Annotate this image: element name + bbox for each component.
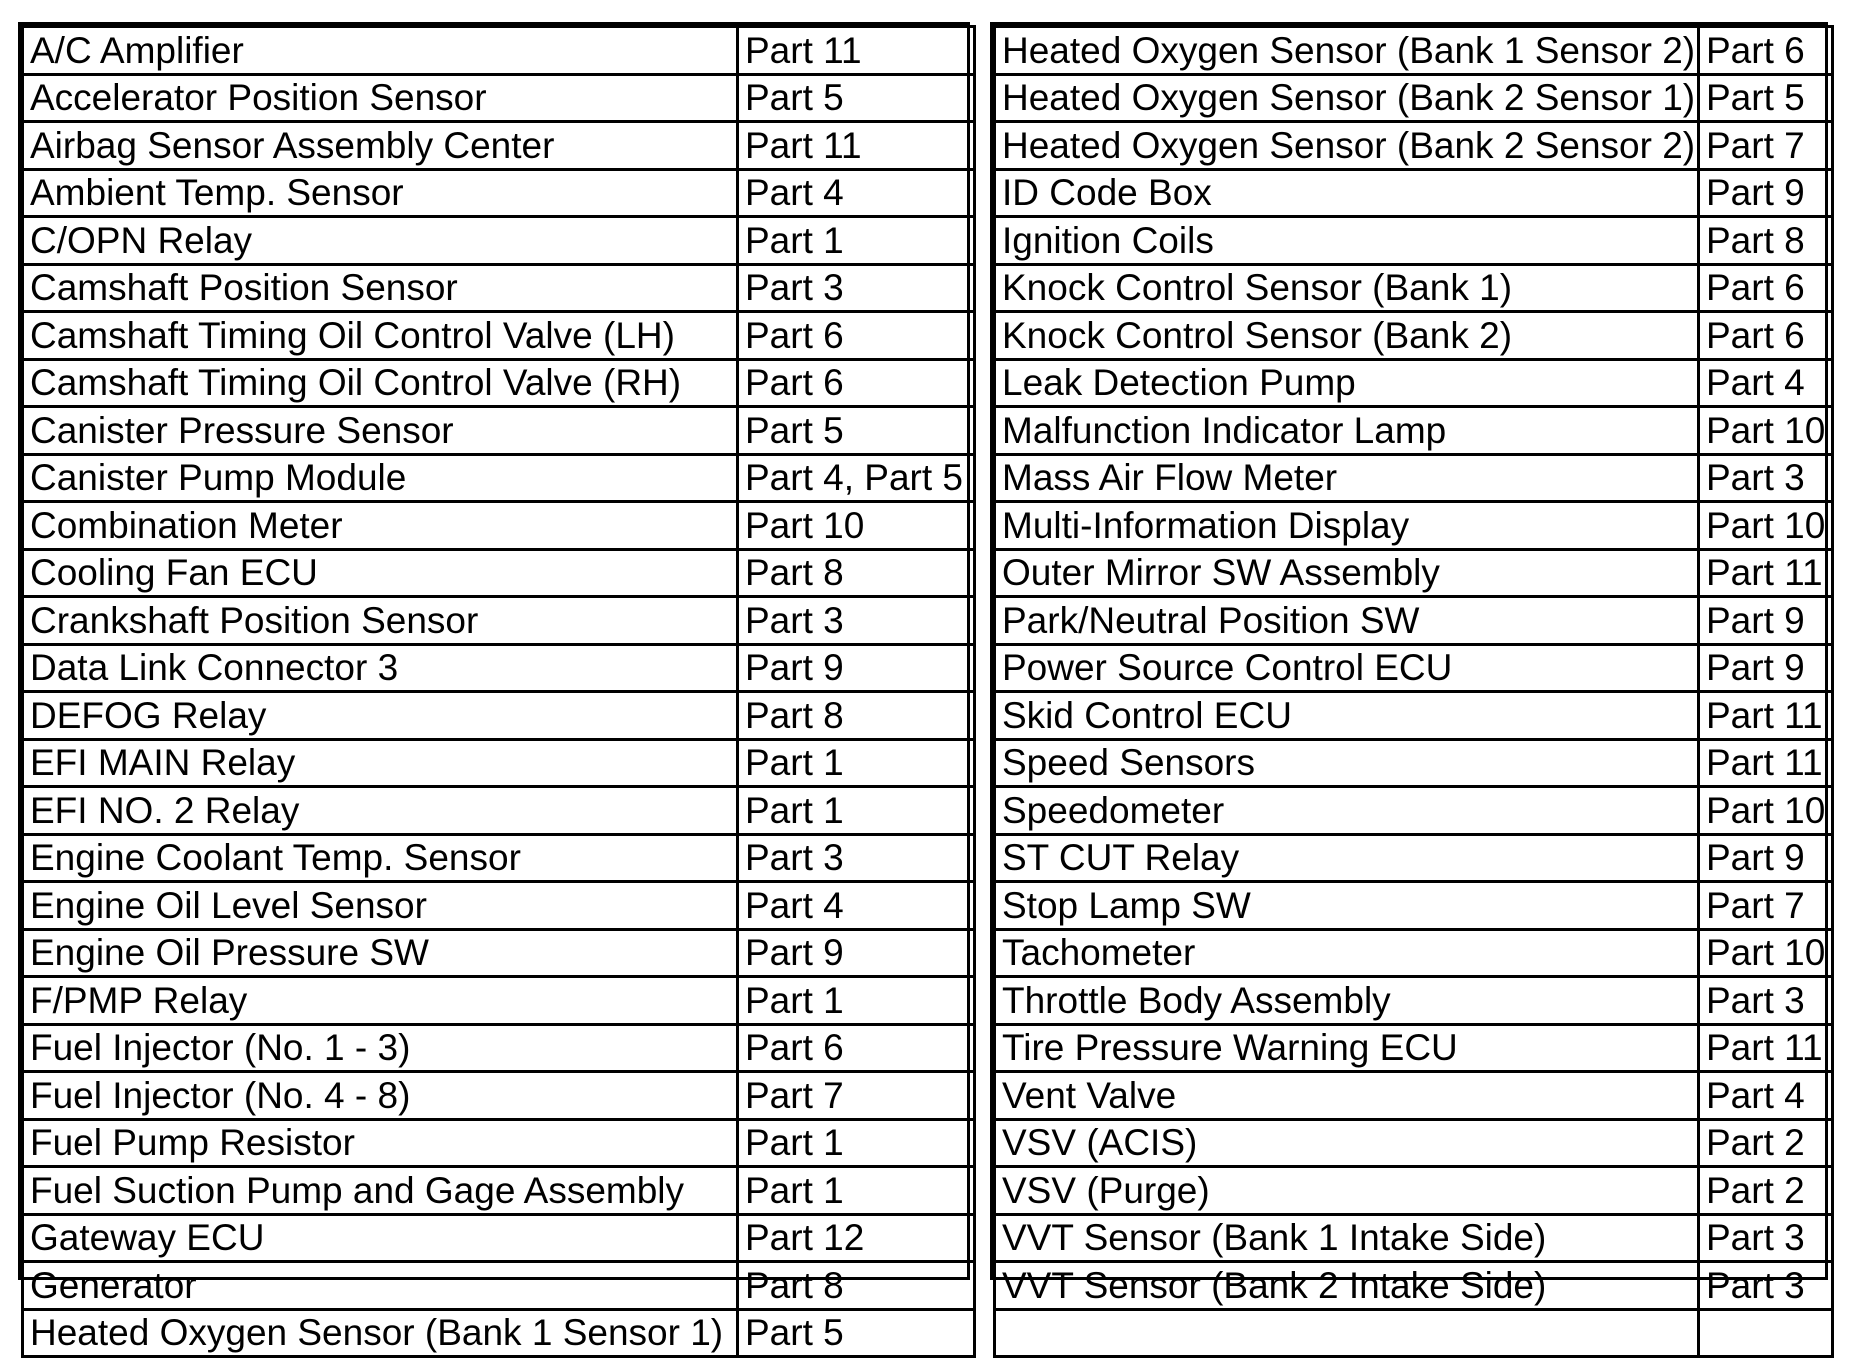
- table-row: [995, 1072, 1833, 1120]
- part-reference-cell: Part 6: [738, 1024, 975, 1072]
- component-name-cell: Heated Oxygen Sensor (Bank 1 Sensor 1): [23, 1309, 738, 1357]
- part-reference-cell: Part 5: [738, 1309, 975, 1357]
- part-reference-cell: Part 1: [738, 739, 975, 787]
- table-row: [995, 502, 1833, 550]
- part-reference-cell: Part 6: [738, 312, 975, 360]
- part-reference-cell: Part 11: [1699, 739, 1833, 787]
- table-row: [23, 1119, 975, 1167]
- part-reference-cell: Part 8: [738, 1262, 975, 1310]
- table-row: [23, 454, 975, 502]
- part-reference-cell: Part 7: [1699, 882, 1833, 930]
- table-row: [995, 1262, 1833, 1310]
- table-row: [995, 122, 1833, 170]
- table-row: [995, 929, 1833, 977]
- table-row: [23, 217, 975, 265]
- table-row: [23, 1309, 975, 1357]
- component-name-cell: Knock Control Sensor (Bank 2): [995, 312, 1699, 360]
- component-name-cell: Tire Pressure Warning ECU: [995, 1024, 1699, 1072]
- table-row: [995, 739, 1833, 787]
- table-row: [995, 1119, 1833, 1167]
- component-name-cell: C/OPN Relay: [23, 217, 738, 265]
- part-reference-cell: Part 6: [1699, 27, 1833, 75]
- component-name-cell: Fuel Pump Resistor: [23, 1119, 738, 1167]
- table-row: [995, 27, 1833, 75]
- component-name-cell: Fuel Suction Pump and Gage Assembly: [23, 1167, 738, 1215]
- component-name-cell: Data Link Connector 3: [23, 644, 738, 692]
- table-row: [995, 1214, 1833, 1262]
- component-name-cell: Engine Coolant Temp. Sensor: [23, 834, 738, 882]
- component-index-table-right: [990, 22, 1828, 1306]
- table-row: [23, 502, 975, 550]
- left-table-grid: [21, 25, 976, 1358]
- table-row: [23, 169, 975, 217]
- table-row: [995, 454, 1833, 502]
- component-name-cell: VSV (ACIS): [995, 1119, 1699, 1167]
- part-reference-cell: Part 6: [1699, 264, 1833, 312]
- part-reference-cell: Part 2: [1699, 1119, 1833, 1167]
- table-row: [995, 74, 1833, 122]
- part-reference-cell: Part 3: [1699, 1262, 1833, 1310]
- part-reference-cell: Part 12: [738, 1214, 975, 1262]
- component-name-cell: VVT Sensor (Bank 2 Intake Side): [995, 1262, 1699, 1310]
- component-name-cell: Fuel Injector (No. 4 - 8): [23, 1072, 738, 1120]
- part-reference-cell: Part 10: [1699, 929, 1833, 977]
- part-reference-cell: Part 9: [738, 644, 975, 692]
- part-reference-cell: Part 9: [1699, 597, 1833, 645]
- table-row: [995, 217, 1833, 265]
- component-name-cell: Skid Control ECU: [995, 692, 1699, 740]
- component-name-cell: EFI NO. 2 Relay: [23, 787, 738, 835]
- table-row: [23, 977, 975, 1025]
- component-name-cell: Generator: [23, 1262, 738, 1310]
- table-row: [23, 1262, 975, 1310]
- table-row: [995, 1167, 1833, 1215]
- component-name-cell: [995, 1309, 1699, 1357]
- part-reference-cell: Part 10: [1699, 407, 1833, 455]
- component-name-cell: ID Code Box: [995, 169, 1699, 217]
- component-name-cell: Canister Pump Module: [23, 454, 738, 502]
- part-reference-cell: Part 11: [1699, 692, 1833, 740]
- part-reference-cell: Part 1: [738, 1119, 975, 1167]
- component-name-cell: Airbag Sensor Assembly Center: [23, 122, 738, 170]
- table-row: [995, 644, 1833, 692]
- component-name-cell: Ignition Coils: [995, 217, 1699, 265]
- component-name-cell: Mass Air Flow Meter: [995, 454, 1699, 502]
- table-row: [995, 787, 1833, 835]
- component-name-cell: A/C Amplifier: [23, 27, 738, 75]
- table-row: [23, 882, 975, 930]
- component-name-cell: Speed Sensors: [995, 739, 1699, 787]
- part-reference-cell: Part 1: [738, 977, 975, 1025]
- part-reference-cell: Part 3: [1699, 1214, 1833, 1262]
- table-row: [23, 312, 975, 360]
- part-reference-cell: Part 7: [1699, 122, 1833, 170]
- table-row: [23, 27, 975, 75]
- part-reference-cell: Part 4, Part 5: [738, 454, 975, 502]
- table-row: [23, 929, 975, 977]
- component-name-cell: Camshaft Timing Oil Control Valve (RH): [23, 359, 738, 407]
- table-row: [995, 692, 1833, 740]
- component-name-cell: Camshaft Timing Oil Control Valve (LH): [23, 312, 738, 360]
- component-name-cell: Gateway ECU: [23, 1214, 738, 1262]
- component-name-cell: Cooling Fan ECU: [23, 549, 738, 597]
- part-reference-cell: Part 4: [738, 169, 975, 217]
- part-reference-cell: Part 4: [1699, 1072, 1833, 1120]
- component-name-cell: Speedometer: [995, 787, 1699, 835]
- table-row: [995, 549, 1833, 597]
- part-reference-cell: Part 8: [738, 692, 975, 740]
- table-row: [23, 549, 975, 597]
- table-row: [23, 122, 975, 170]
- table-row: [995, 1024, 1833, 1072]
- part-reference-cell: Part 8: [738, 549, 975, 597]
- table-row: [23, 692, 975, 740]
- part-reference-cell: Part 9: [1699, 169, 1833, 217]
- table-row: [995, 312, 1833, 360]
- right-table-body: [995, 27, 1833, 1357]
- table-row: [23, 787, 975, 835]
- table-row: [23, 74, 975, 122]
- part-reference-cell: Part 3: [738, 264, 975, 312]
- component-name-cell: Outer Mirror SW Assembly: [995, 549, 1699, 597]
- part-reference-cell: Part 2: [1699, 1167, 1833, 1215]
- component-name-cell: Crankshaft Position Sensor: [23, 597, 738, 645]
- table-row: [995, 977, 1833, 1025]
- component-name-cell: EFI MAIN Relay: [23, 739, 738, 787]
- component-name-cell: Malfunction Indicator Lamp: [995, 407, 1699, 455]
- part-reference-cell: Part 1: [738, 787, 975, 835]
- part-reference-cell: Part 9: [1699, 644, 1833, 692]
- part-reference-cell: Part 11: [1699, 549, 1833, 597]
- table-row: [23, 407, 975, 455]
- component-name-cell: Heated Oxygen Sensor (Bank 1 Sensor 2): [995, 27, 1699, 75]
- part-reference-cell: Part 11: [738, 122, 975, 170]
- part-reference-cell: Part 1: [738, 217, 975, 265]
- table-row: [995, 264, 1833, 312]
- part-reference-cell: Part 6: [1699, 312, 1833, 360]
- part-reference-cell: Part 1: [738, 1167, 975, 1215]
- component-name-cell: Engine Oil Level Sensor: [23, 882, 738, 930]
- part-reference-cell: Part 11: [1699, 1024, 1833, 1072]
- component-name-cell: Ambient Temp. Sensor: [23, 169, 738, 217]
- component-name-cell: ST CUT Relay: [995, 834, 1699, 882]
- part-reference-cell: Part 10: [738, 502, 975, 550]
- table-row: [23, 597, 975, 645]
- table-row: [23, 264, 975, 312]
- component-name-cell: VSV (Purge): [995, 1167, 1699, 1215]
- component-name-cell: Accelerator Position Sensor: [23, 74, 738, 122]
- table-row: [23, 834, 975, 882]
- component-name-cell: DEFOG Relay: [23, 692, 738, 740]
- component-name-cell: Leak Detection Pump: [995, 359, 1699, 407]
- table-row: [995, 169, 1833, 217]
- component-name-cell: Vent Valve: [995, 1072, 1699, 1120]
- table-row: [995, 1309, 1833, 1357]
- part-reference-cell: Part 5: [1699, 74, 1833, 122]
- table-row: [23, 644, 975, 692]
- component-name-cell: Power Source Control ECU: [995, 644, 1699, 692]
- right-table-grid: [993, 25, 1834, 1358]
- table-row: [995, 359, 1833, 407]
- component-name-cell: VVT Sensor (Bank 1 Intake Side): [995, 1214, 1699, 1262]
- part-reference-cell: Part 7: [738, 1072, 975, 1120]
- table-row: [23, 739, 975, 787]
- part-reference-cell: Part 10: [1699, 502, 1833, 550]
- table-row: [23, 1024, 975, 1072]
- component-index-table-left: [18, 22, 970, 1354]
- component-name-cell: Fuel Injector (No. 1 - 3): [23, 1024, 738, 1072]
- table-row: [995, 882, 1833, 930]
- component-name-cell: F/PMP Relay: [23, 977, 738, 1025]
- component-name-cell: Heated Oxygen Sensor (Bank 2 Sensor 2): [995, 122, 1699, 170]
- part-reference-cell: Part 5: [738, 74, 975, 122]
- component-name-cell: Knock Control Sensor (Bank 1): [995, 264, 1699, 312]
- part-reference-cell: Part 3: [738, 597, 975, 645]
- component-name-cell: Multi-Information Display: [995, 502, 1699, 550]
- table-row: [23, 1167, 975, 1215]
- table-row: [995, 407, 1833, 455]
- component-name-cell: Camshaft Position Sensor: [23, 264, 738, 312]
- component-name-cell: Throttle Body Assembly: [995, 977, 1699, 1025]
- part-reference-cell: Part 6: [738, 359, 975, 407]
- part-reference-cell: Part 4: [738, 882, 975, 930]
- part-reference-cell: Part 3: [1699, 977, 1833, 1025]
- part-reference-cell: Part 3: [738, 834, 975, 882]
- component-name-cell: Tachometer: [995, 929, 1699, 977]
- component-name-cell: Canister Pressure Sensor: [23, 407, 738, 455]
- part-reference-cell: Part 4: [1699, 359, 1833, 407]
- table-row: [23, 1072, 975, 1120]
- part-reference-cell: Part 9: [738, 929, 975, 977]
- component-name-cell: Stop Lamp SW: [995, 882, 1699, 930]
- component-name-cell: Combination Meter: [23, 502, 738, 550]
- part-reference-cell: [1699, 1309, 1833, 1357]
- left-table-body: [23, 27, 975, 1357]
- part-reference-cell: Part 5: [738, 407, 975, 455]
- part-reference-cell: Part 10: [1699, 787, 1833, 835]
- component-name-cell: Heated Oxygen Sensor (Bank 2 Sensor 1): [995, 74, 1699, 122]
- part-reference-cell: Part 3: [1699, 454, 1833, 502]
- table-row: [23, 1214, 975, 1262]
- part-reference-cell: Part 9: [1699, 834, 1833, 882]
- part-reference-cell: Part 8: [1699, 217, 1833, 265]
- table-row: [995, 834, 1833, 882]
- table-row: [995, 597, 1833, 645]
- component-name-cell: Park/Neutral Position SW: [995, 597, 1699, 645]
- part-reference-cell: Part 11: [738, 27, 975, 75]
- component-name-cell: Engine Oil Pressure SW: [23, 929, 738, 977]
- table-row: [23, 359, 975, 407]
